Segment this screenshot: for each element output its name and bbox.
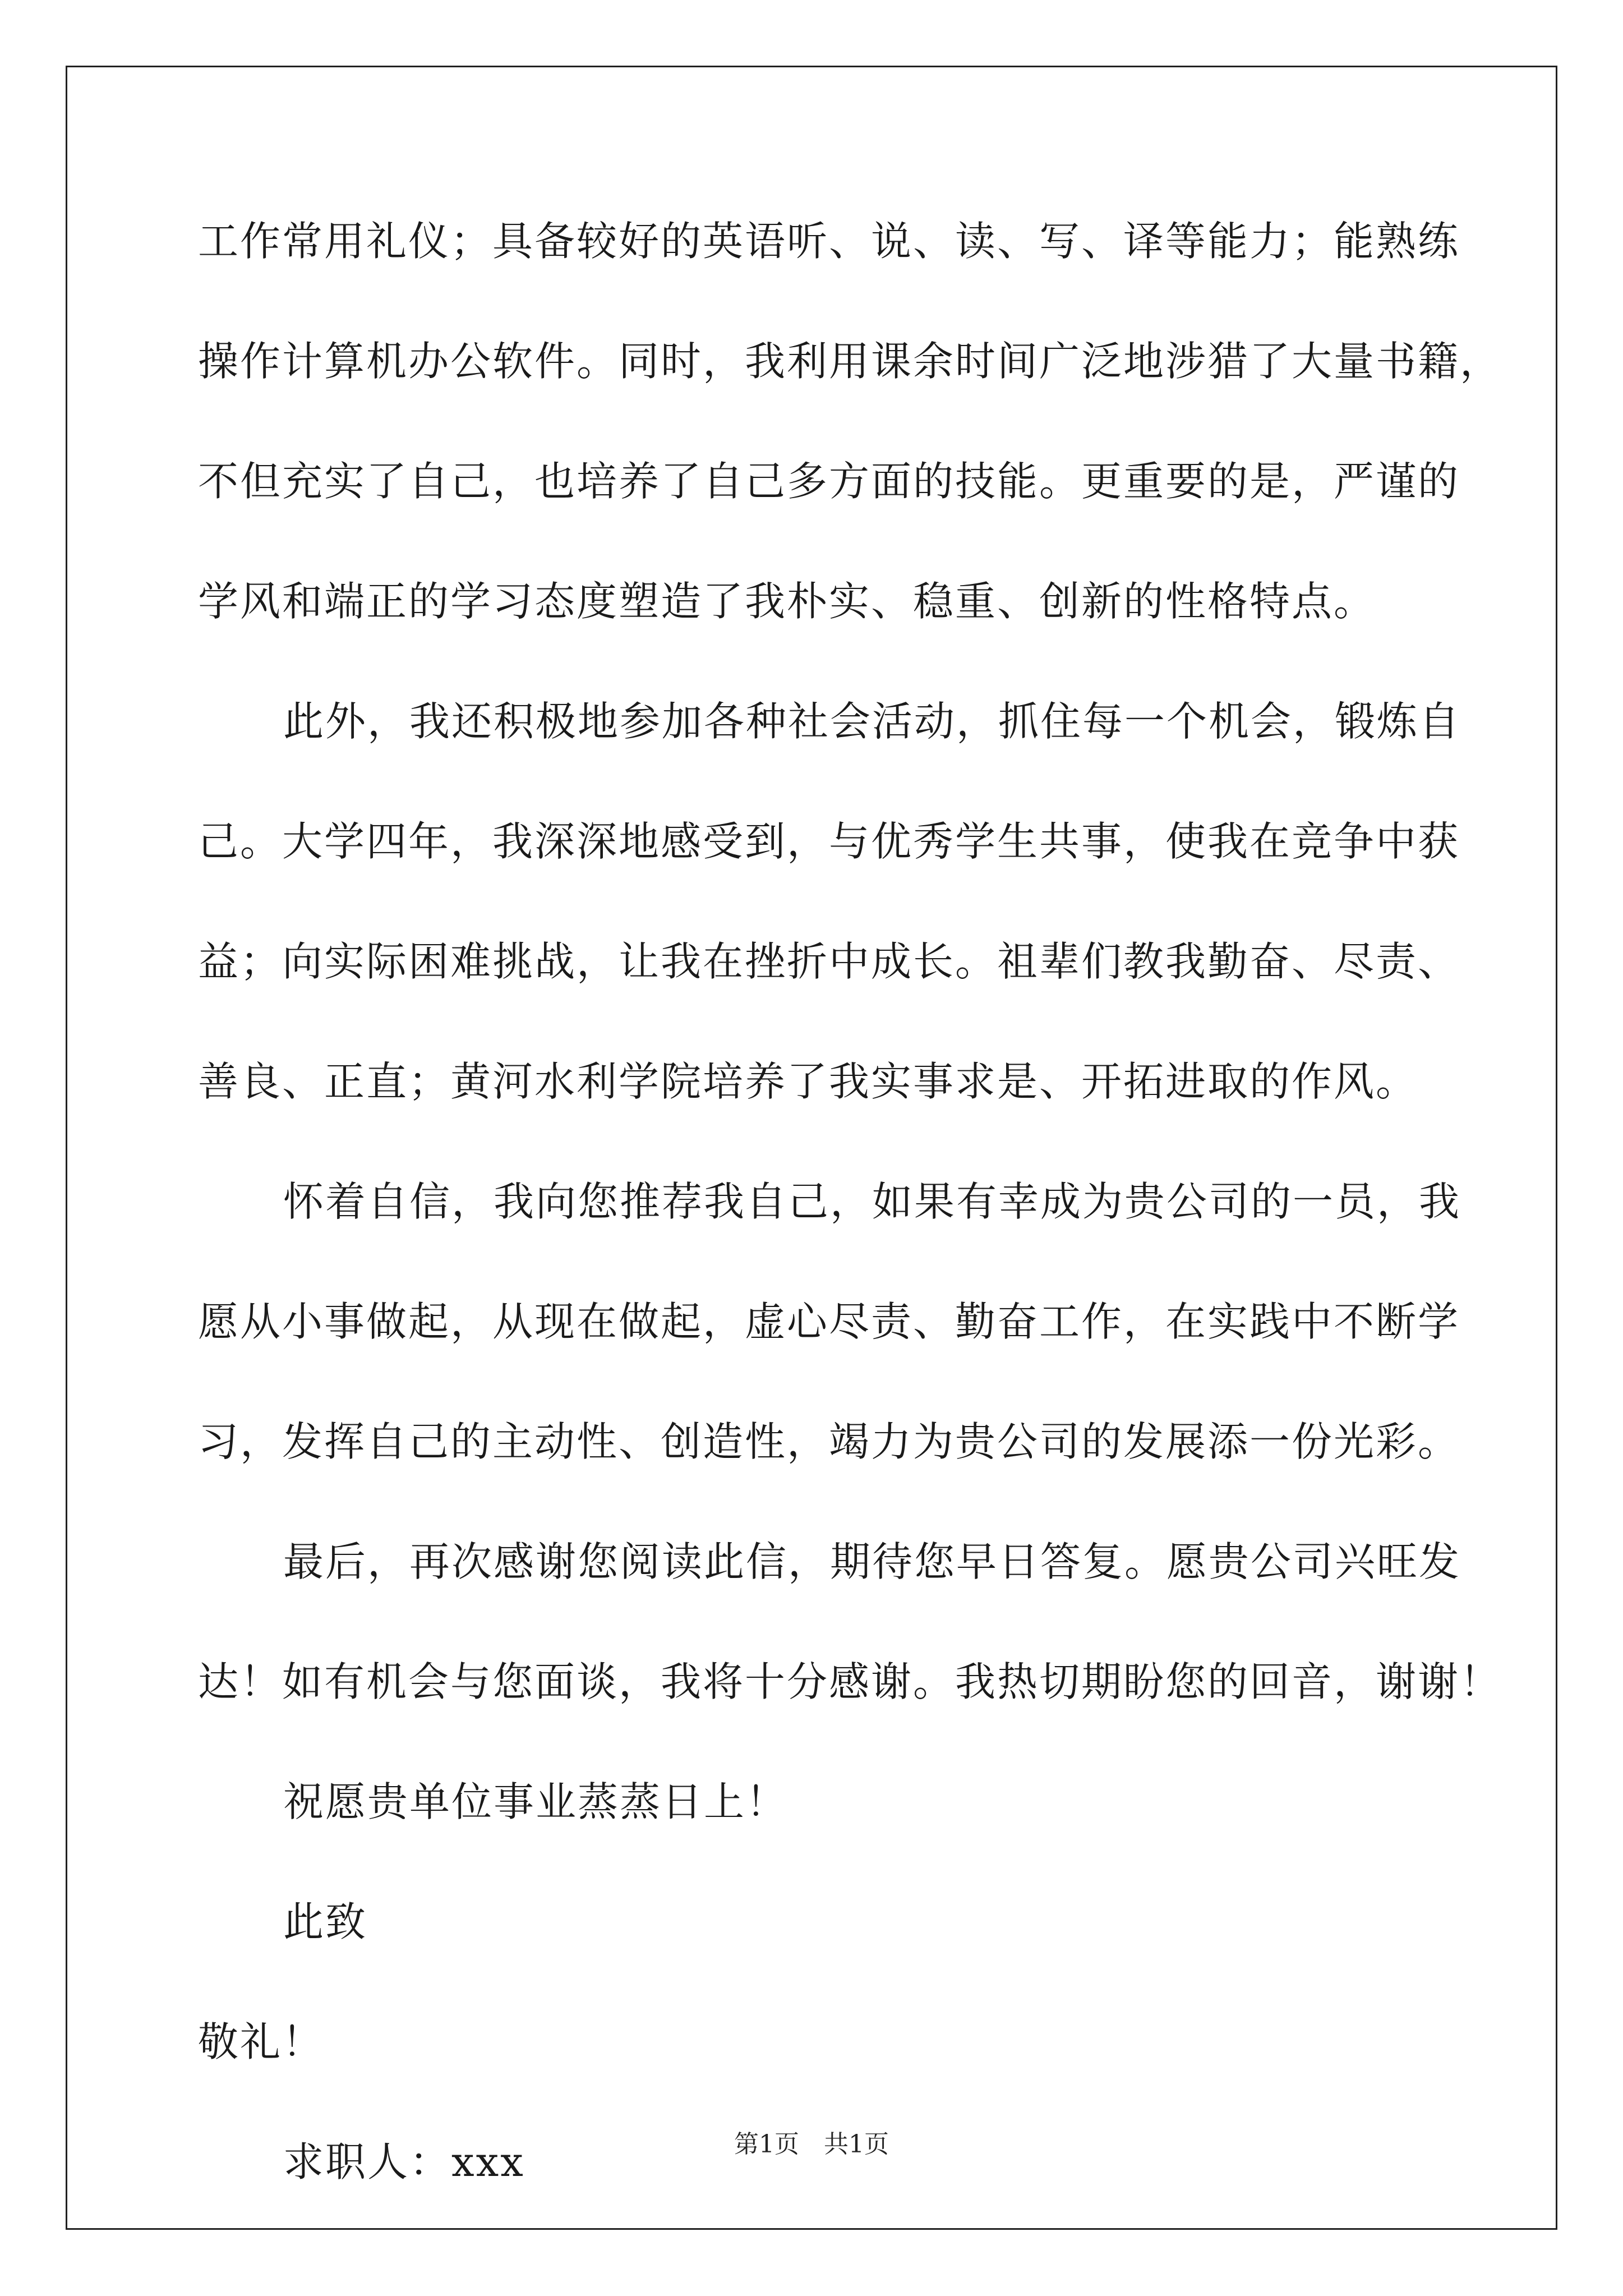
text-line: 善良、正直；黄河水利学院培养了我实事求是、开拓进取的作风。 xyxy=(198,1058,1418,1105)
text-line: 习，发挥自己的主动性、创造性，竭力为贵公司的发展添一份光彩。 xyxy=(198,1418,1460,1465)
text-line: 不但充实了自己，也培养了自己多方面的技能。更重要的是，严谨的 xyxy=(198,458,1460,505)
paragraph-start-line: 此外，我还积极地参加各种社会活动，抓住每一个机会，锻炼自 xyxy=(283,698,1461,745)
signature: 求职人：xxx xyxy=(283,2138,525,2185)
text-line: 益；向实际困难挑战，让我在挫折中成长。祖辈们教我勤奋、尽责、 xyxy=(198,938,1460,985)
paragraph-start-line: 最后，再次感谢您阅读此信，期待您早日答复。愿贵公司兴旺发 xyxy=(283,1538,1461,1585)
paragraph-start-line: 怀着自信，我向您推荐我自己，如果有幸成为贵公司的一员，我 xyxy=(283,1178,1461,1225)
text-line: 愿从小事做起，从现在做起，虚心尽责、勤奋工作，在实践中不断学 xyxy=(198,1298,1460,1345)
text-line: 达！如有机会与您面谈，我将十分感谢。我热切期盼您的回音，谢谢！ xyxy=(198,1658,1502,1705)
closing-wish: 祝愿贵单位事业蒸蒸日上！ xyxy=(283,1778,789,1825)
text-line: 工作常用礼仪；具备较好的英语听、说、读、写、译等能力；能熟练 xyxy=(198,218,1460,265)
page-number-footer: 第1页 共1页 xyxy=(734,2130,889,2159)
text-line: 学风和端正的学习态度塑造了我朴实、稳重、创新的性格特点。 xyxy=(198,578,1376,625)
text-line: 操作计算机办公软件。同时，我利用课余时间广泛地涉猎了大量书籍， xyxy=(198,338,1502,385)
salutation-jingli: 敬礼！ xyxy=(198,2018,325,2065)
salutation-cizhi: 此致 xyxy=(283,1898,368,1945)
text-line: 己。大学四年，我深深地感受到，与优秀学生共事，使我在竞争中获 xyxy=(198,818,1460,865)
